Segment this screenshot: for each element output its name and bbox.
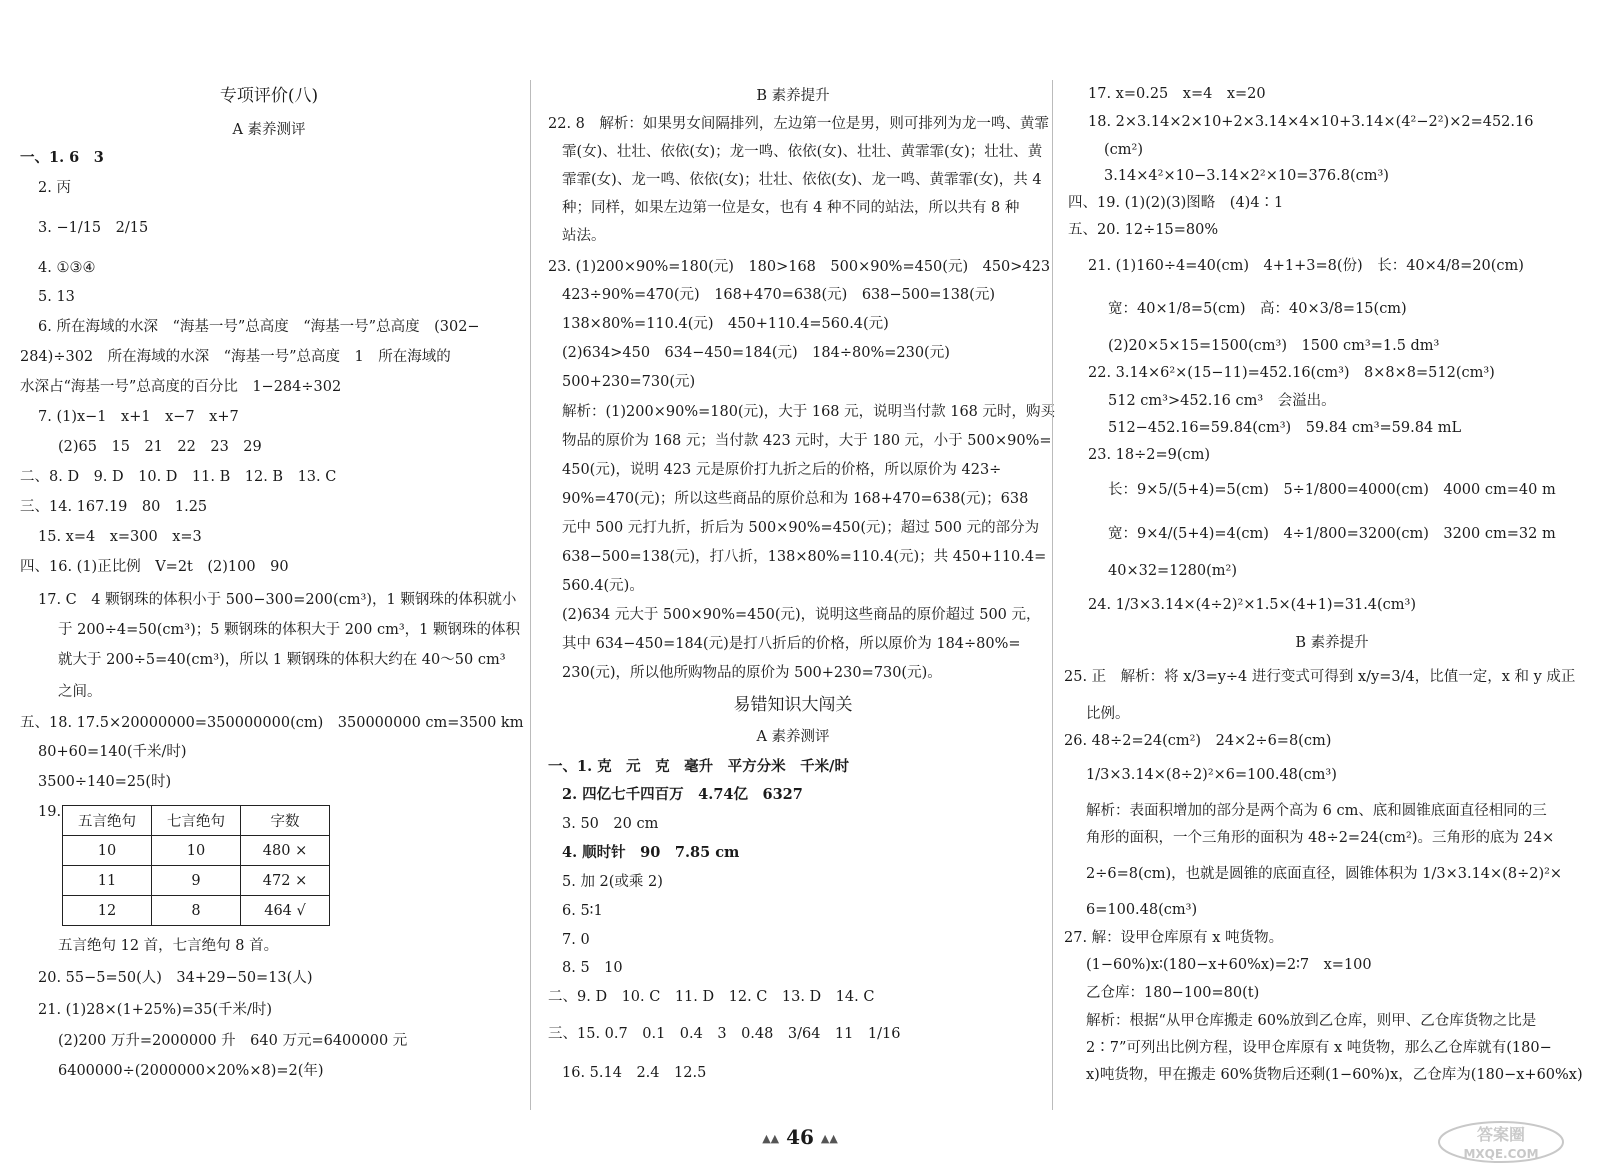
- column-divider: [530, 80, 531, 1110]
- answer-line: 15. x=4 x=300 x=3: [38, 529, 202, 545]
- answer-line: 22. 8 解析：如果男女间隔排列，左边第一位是男，则可排列为龙一鸣、黄霏: [548, 116, 1049, 132]
- table-header-cell: 字数: [241, 806, 330, 836]
- table-header-row: [63, 806, 330, 836]
- answer-line: 512 cm³>452.16 cm³ 会溢出。: [1108, 393, 1336, 409]
- answer-line: 五言绝句 12 首，七言绝句 8 首。: [58, 938, 279, 954]
- answer-line: 17. C 4 颗钢珠的体积小于 500−300=200(cm³)，1 颗钢珠的体积就小: [38, 592, 517, 608]
- answer-line: 五、18. 17.5×20000000=350000000(cm) 350000000 cm=3500 km: [20, 715, 524, 731]
- answer-line: 6400000÷(2000000×20%×8)=2(年): [58, 1063, 324, 1079]
- page-number: [0, 1125, 1600, 1149]
- answer-line: 解析：根据“从甲仓库搬走 60%放到乙仓库，则甲、乙仓库货物之比是: [1086, 1013, 1537, 1029]
- answer-line: 2∶7”可列出比例方程，设甲仓库原有 x 吨货物，那么乙仓库就有(180−: [1086, 1040, 1552, 1056]
- answer-line: 230(元)，所以他所购物品的原价为 500+230=730(元)。: [562, 665, 942, 681]
- table-row: [63, 866, 330, 896]
- answer-line: 500+230=730(元): [562, 374, 696, 390]
- answer-line: 23. 18÷2=9(cm): [1088, 447, 1211, 463]
- answer-line: 26. 48÷2=24(cm²) 24×2÷6=8(cm): [1064, 733, 1332, 749]
- answer-line: 三、14. 167.19 80 1.25: [20, 499, 208, 515]
- answer-line: 霏(女)、壮壮、依依(女)；龙一鸣、依依(女)、壮壮、黄霏霏(女)；壮壮、黄: [562, 144, 1043, 160]
- answer-line: 2. 四亿七千四百万 4.74亿 6327: [562, 786, 803, 803]
- section-subtitle: A 素养测评: [756, 729, 830, 745]
- answer-line: 7. (1)x−1 x+1 x−7 x+7: [38, 409, 239, 425]
- answer-line: 站法。: [562, 228, 606, 244]
- answer-line: 22. 3.14×6²×(15−11)=452.16(cm³) 8×8×8=512(cm³): [1088, 365, 1495, 381]
- answer-line: 四、19. (1)(2)(3)图略 (4)4∶1: [1068, 195, 1284, 211]
- answer-line: 解析：(1)200×90%=180(元)，大于 168 元，说明当付款 168 元时，购买: [562, 404, 1056, 420]
- answer-line: x)吨货物，甲在搬走 60%货物后还剩(1−60%)x，乙仓库为(180−x+60%x): [1086, 1067, 1583, 1083]
- answer-line: (cm²): [1104, 142, 1143, 158]
- svg-text:MXQE.COM: MXQE.COM: [1463, 1147, 1539, 1161]
- answer-line: 138×80%=110.4(元) 450+110.4=560.4(元): [562, 316, 889, 332]
- answer-line: 1/3×3.14×(8÷2)²×6=100.48(cm³): [1086, 767, 1337, 783]
- answer-line: 二、8. D 9. D 10. D 11. B 12. B 13. C: [20, 469, 337, 485]
- page-dots-left: ▲▲: [762, 1132, 780, 1145]
- table-header-cell: 五言绝句: [63, 806, 152, 836]
- answer-line: (2)634 元大于 500×90%=450(元)，说明这些商品的原价超过 500 元，: [562, 607, 1041, 623]
- answer-line: 元中 500 元打九折，折后为 500×90%=450(元)；超过 500 元的部分为: [562, 520, 1040, 536]
- section-subtitle: B 素养提升: [756, 88, 830, 104]
- answer-line: 于 200÷4=50(cm³)；5 颗钢珠的体积大于 200 cm³，1 颗钢珠的体积: [58, 622, 521, 638]
- answer-line: 三、15. 0.7 0.1 0.4 3 0.48 3/64 11 1/16: [548, 1026, 901, 1042]
- answer-line: 物品的原价为 168 元；当付款 423 元时，大于 180 元，小于 500×90%=: [562, 433, 1052, 449]
- answer-line: 2÷6=8(cm)，也就是圆锥的底面直径，圆锥体积为 1/3×3.14×(8÷2)²×: [1086, 866, 1563, 882]
- answer-line: 512−452.16=59.84(cm³) 59.84 cm³=59.84 mL: [1108, 420, 1462, 436]
- table-header-cell: 七言绝句: [152, 806, 241, 836]
- answer-line: 5. 加 2(或乘 2): [562, 874, 663, 890]
- answer-line: 24. 1/3×3.14×(4÷2)²×1.5×(4+1)=31.4(cm³): [1088, 597, 1417, 613]
- answer-line: 乙仓库：180−100=80(t): [1086, 985, 1260, 1001]
- answer-line: (2)634>450 634−450=184(元) 184÷80%=230(元): [562, 345, 950, 361]
- answer-line: 423÷90%=470(元) 168+470=638(元) 638−500=138(元): [562, 287, 995, 303]
- answer-line: 560.4(元)。: [562, 578, 644, 594]
- answer-line: 长：9×5/(5+4)=5(cm) 5÷1/800=4000(cm) 4000 cm=40 m: [1108, 482, 1556, 498]
- answer-line: 21. (1)28×(1+25%)=35(千米/时): [38, 1002, 273, 1018]
- answer-line: 638−500=138(元)，打八折，138×80%=110.4(元)；共 450+110.4=: [562, 549, 1047, 565]
- answer-line: 种；同样，如果左边第一位是女，也有 4 种不同的站法，所以共有 8 种: [562, 200, 1020, 216]
- table-cell: 11: [63, 866, 152, 896]
- answer-line: (2)20×5×15=1500(cm³) 1500 cm³=1.5 dm³: [1108, 338, 1440, 354]
- column-divider: [1052, 80, 1053, 1110]
- page-number-value: 46: [786, 1125, 814, 1149]
- answer-line: 7. 0: [562, 932, 590, 948]
- section-subtitle: B 素养提升: [1295, 635, 1369, 651]
- svg-text:答案圈: 答案圈: [1476, 1125, 1526, 1144]
- answer-line: (2)65 15 21 22 23 29: [58, 439, 262, 455]
- answer-line: 4. 顺时针 90 7.85 cm: [562, 844, 740, 861]
- table-row: [63, 896, 330, 926]
- section-title: 易错知识大闯关: [733, 695, 853, 715]
- answer-line: (2)200 万升=2000000 升 640 万元=6400000 元: [58, 1033, 408, 1049]
- answer-line: 水深占“海基一号”总高度的百分比 1−284÷302: [20, 379, 342, 395]
- page-dots-right: ▲▲: [820, 1132, 838, 1145]
- answer-line: 23. (1)200×90%=180(元) 180>168 500×90%=450(元) 450>423: [548, 259, 1051, 275]
- answer-line: 就大于 200÷5=40(cm³)，所以 1 颗钢珠的体积大约在 40～50 cm³: [58, 652, 506, 668]
- answer-line: 四、16. (1)正比例 V=2t (2)100 90: [20, 559, 289, 575]
- answer-line: 20. 55−5=50(人) 34+29−50=13(人): [38, 970, 313, 986]
- answer-line: 40×32=1280(m²): [1108, 563, 1237, 579]
- table-cell: 10: [152, 836, 241, 866]
- table-cell: 8: [152, 896, 241, 926]
- table-cell: 9: [152, 866, 241, 896]
- answer-line: 8. 5 10: [562, 960, 623, 976]
- answer-line: 五、20. 12÷15=80%: [1068, 222, 1219, 238]
- answer-line: 3. −1/15 2/15: [38, 220, 149, 236]
- column-right: [1064, 0, 1583, 1120]
- table-row: [63, 836, 330, 866]
- answer-line: 450(元)，说明 423 元是原价打九折之后的价格，所以原价为 423÷: [562, 462, 1002, 478]
- answer-line: 284)÷302 所在海域的水深 “海基一号”总高度 1 所在海域的: [20, 349, 451, 365]
- answer-line: 80+60=140(千米/时): [38, 744, 187, 760]
- answer-line: 5. 13: [38, 289, 75, 305]
- answer-line: 一、1. 克 元 克 毫升 平方分米 千米/时: [548, 758, 849, 775]
- answer-line: 18. 2×3.14×2×10+2×3.14×4×10+3.14×(4²−2²)×2=452.16: [1088, 114, 1534, 130]
- section-subtitle: A 素养测评: [232, 122, 306, 138]
- answer-line: 3.14×4²×10−3.14×2²×10=376.8(cm³): [1104, 168, 1389, 184]
- answer-line: 90%=470(元)；所以这些商品的原价总和为 168+470=638(元)；638: [562, 491, 1029, 507]
- answer-line: 解析：表面积增加的部分是两个高为 6 cm、底和圆锥底面直径相同的三: [1086, 803, 1547, 819]
- table-cell: 464 √: [241, 896, 330, 926]
- answer-line: 宽：9×4/(5+4)=4(cm) 4÷1/800=3200(cm) 3200 cm=32 m: [1108, 526, 1556, 542]
- answer-line: 4. ①③④: [38, 260, 96, 276]
- answer-line: 21. (1)160÷4=40(cm) 4+1+3=8(份) 长：40×4/8=20(cm): [1088, 258, 1524, 274]
- answer-line: 6. 5∶1: [562, 903, 603, 919]
- answer-line: 6. 所在海域的水深 “海基一号”总高度 “海基一号”总高度 (302−: [38, 319, 480, 335]
- column-left: [20, 0, 524, 1120]
- column-middle: [548, 0, 1056, 1120]
- answer-line: 19.: [38, 804, 62, 820]
- answer-line: 3500÷140=25(时): [38, 774, 172, 790]
- answer-line: 一、1. 6 3: [20, 149, 104, 166]
- table-cell: 10: [63, 836, 152, 866]
- answer-line: 3. 50 20 cm: [562, 816, 659, 832]
- table-19: [62, 805, 330, 926]
- answer-line: 25. 正 解析：将 x/3=y÷4 进行变式可得到 x/y=3/4，比值一定，x 和 y 成正: [1064, 669, 1576, 685]
- answer-line: 17. x=0.25 x=4 x=20: [1088, 86, 1266, 102]
- answer-line: 角形的面积，一个三角形的面积为 48÷2=24(cm²)。三角形的底为 24×: [1086, 830, 1555, 846]
- answer-line: 6=100.48(cm³): [1086, 902, 1198, 918]
- answer-line: 2. 丙: [38, 180, 71, 196]
- table-cell: 480 ×: [241, 836, 330, 866]
- answer-line: 霏霏(女)、龙一鸣、依依(女)；壮壮、依依(女)、龙一鸣、黄霏霏(女)，共 4: [562, 172, 1042, 188]
- answer-line: (1−60%)x∶(180−x+60%x)=2∶7 x=100: [1086, 957, 1372, 973]
- answer-line: 16. 5.14 2.4 12.5: [562, 1065, 707, 1081]
- section-title: 专项评价(八): [219, 86, 319, 106]
- watermark-logo: [1436, 1120, 1566, 1166]
- table-cell: 472 ×: [241, 866, 330, 896]
- answer-line: 比例。: [1086, 706, 1130, 722]
- answer-line: 27. 解：设甲仓库原有 x 吨货物。: [1064, 930, 1284, 946]
- answer-line: 其中 634−450=184(元)是打八折后的价格，所以原价为 184÷80%=: [562, 636, 1021, 652]
- table-cell: 12: [63, 896, 152, 926]
- answer-line: 二、9. D 10. C 11. D 12. C 13. D 14. C: [548, 989, 875, 1005]
- answer-line: 宽：40×1/8=5(cm) 高：40×3/8=15(cm): [1108, 301, 1407, 317]
- answer-line: 之间。: [58, 684, 102, 700]
